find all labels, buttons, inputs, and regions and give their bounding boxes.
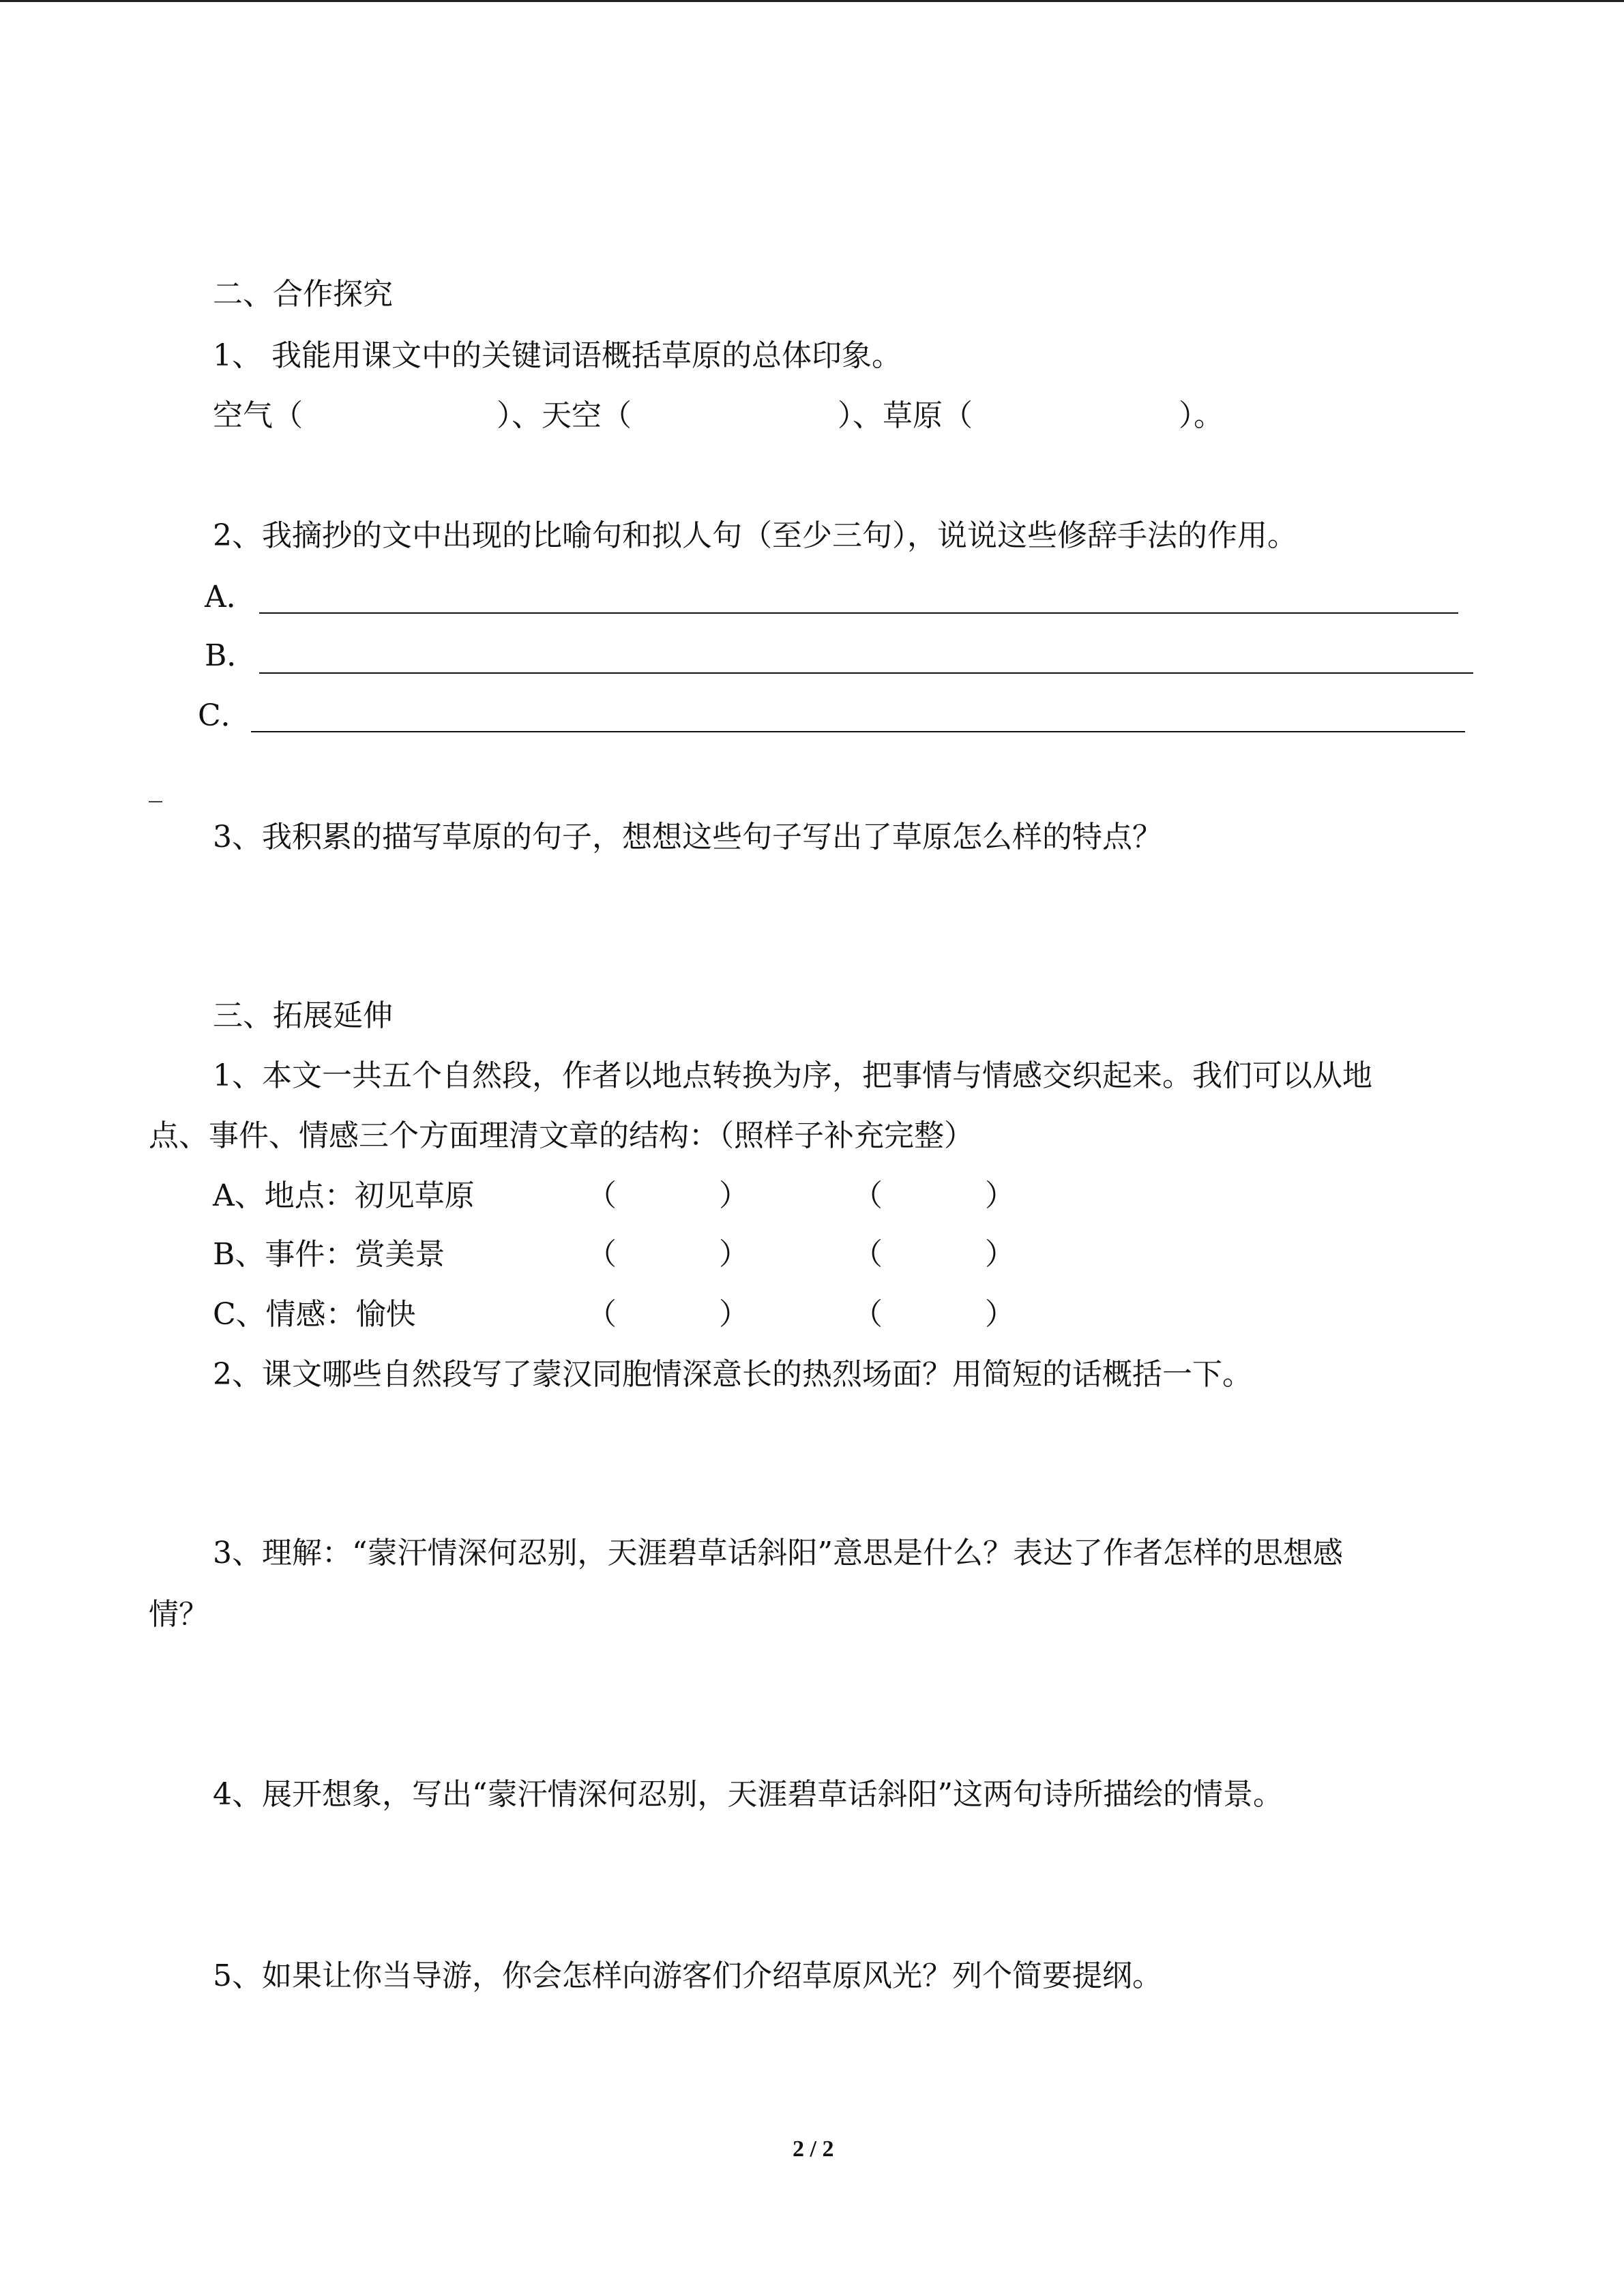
- answer-line-b[interactable]: [259, 672, 1473, 674]
- row-event-paren-close-1: ）: [719, 1237, 749, 1272]
- section-heading-extension: 三、拓展延伸: [213, 998, 393, 1033]
- blank-label-air: 空气（: [213, 398, 303, 433]
- row-emotion-paren-open-1: （: [587, 1297, 617, 1332]
- blank-label-sky: ）、天空（: [497, 398, 632, 433]
- blank-end: ）。: [1179, 398, 1224, 433]
- section-heading-cooperative-inquiry: 二、合作探究: [213, 277, 393, 312]
- row-place-paren-close-1: ）: [719, 1178, 749, 1213]
- row-emotion-paren-close-2: ）: [985, 1297, 1015, 1332]
- row-emotion-paren-close-1: ）: [719, 1297, 749, 1332]
- row-place-paren-open-2: （: [853, 1178, 883, 1213]
- row-event-paren-open-1: （: [587, 1237, 617, 1272]
- blank-label-grassland: ）、草原（: [838, 398, 973, 433]
- stray-underscore-mark: _: [149, 771, 162, 803]
- question-3-3-line1: 3、理解：“蒙汗情深何忍别，天涯碧草话斜阳”意思是什么？表达了作者怎样的思想感: [213, 1536, 1343, 1570]
- question-3-1-line1: 1、本文一共五个自然段，作者以地点转换为序，把事情与情感交织起来。我们可以从地: [213, 1058, 1372, 1093]
- question-3-2-prompt: 2、课文哪些自然段写了蒙汉同胞情深意长的热烈场面？用简短的话概括一下。: [213, 1357, 1252, 1392]
- question-3-1-line2: 点、事件、情感三个方面理清文章的结构：（照样子补充完整）: [149, 1118, 974, 1153]
- row-place-paren-close-2: ）: [985, 1178, 1015, 1213]
- structure-row-event-label: B、事件：赏美景: [213, 1237, 445, 1272]
- answer-line-a[interactable]: [259, 612, 1458, 614]
- question-2-2-prompt: 2、我摘抄的文中出现的比喻句和拟人句（至少三句），说说这些修辞手法的作用。: [213, 518, 1297, 553]
- structure-row-place-label: A、地点：初见草原: [213, 1178, 475, 1213]
- question-2-3-prompt: 3、我积累的描写草原的句子，想想这些句子写出了草原怎么样的特点？: [213, 820, 1162, 854]
- row-event-paren-close-2: ）: [985, 1237, 1015, 1272]
- row-place-paren-open-1: （: [587, 1178, 617, 1213]
- answer-label-c: C．: [198, 698, 251, 733]
- question-3-5-prompt: 5、如果让你当导游，你会怎样向游客们介绍草原风光？列个简要提纲。: [213, 1958, 1162, 1993]
- row-event-paren-open-2: （: [853, 1237, 883, 1272]
- answer-label-b: B．: [205, 638, 257, 673]
- question-2-1-prompt: 1、 我能用课文中的关键词语概括草原的总体印象。: [213, 338, 902, 373]
- page-top-border: [0, 0, 1624, 2]
- question-3-4-prompt: 4、展开想象，写出“蒙汗情深何忍别，天涯碧草话斜阳”这两句诗所描绘的情景。: [213, 1777, 1283, 1812]
- structure-row-emotion-label: C、情感：愉快: [213, 1297, 416, 1332]
- row-emotion-paren-open-2: （: [853, 1297, 883, 1332]
- page-number: 2 / 2: [793, 2136, 834, 2162]
- answer-line-c[interactable]: [251, 731, 1465, 732]
- question-3-3-line2: 情？: [149, 1597, 209, 1632]
- answer-label-a: A．: [205, 580, 256, 614]
